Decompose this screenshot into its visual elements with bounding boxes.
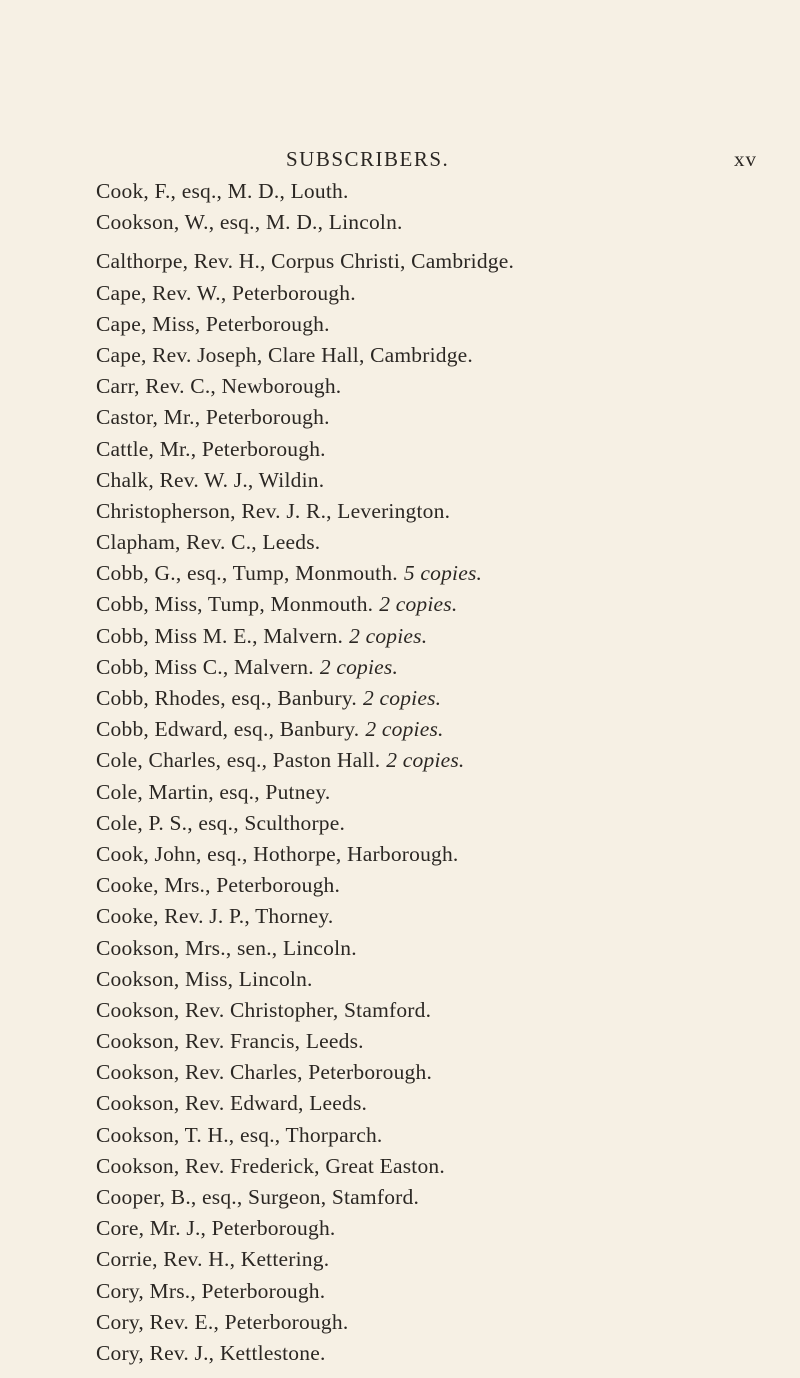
subscriber-entry <box>96 589 776 620</box>
subscriber-text: Cooper, B., esq., Surgeon, Stamford. <box>96 1185 420 1209</box>
subscriber-entry <box>96 901 776 932</box>
subscriber-entry <box>96 558 776 589</box>
subscriber-entry <box>96 309 776 340</box>
subscriber-text: Cobb, G., esq., Tump, Monmouth. <box>96 561 398 586</box>
subscriber-text: Cattle, Mr., Peterborough. <box>96 436 326 461</box>
subscriber-list <box>96 176 776 1369</box>
subscriber-entry <box>96 652 776 683</box>
subscriber-entry <box>96 1151 776 1182</box>
subscriber-entry <box>96 371 776 402</box>
subscriber-entry <box>96 870 776 901</box>
subscriber-entry <box>96 964 776 995</box>
subscriber-text: Chalk, Rev. W. J., Wildin. <box>96 467 325 492</box>
subscriber-text: Christopherson, Rev. J. R., Leverington. <box>96 498 451 523</box>
subscriber-entry <box>96 777 776 808</box>
subscriber-text: Cookson, Rev. Christopher, Stamford. <box>96 997 432 1022</box>
subscriber-entry <box>96 1057 776 1088</box>
running-head <box>0 147 800 177</box>
subscriber-text: Cook, John, esq., Hothorpe, Harborough. <box>96 841 459 866</box>
subscriber-entry <box>96 808 776 839</box>
subscriber-entry <box>96 1276 776 1307</box>
subscriber-entry <box>96 995 776 1026</box>
subscriber-entry <box>96 714 776 745</box>
subscriber-entry <box>96 207 776 238</box>
subscriber-entry <box>96 933 776 964</box>
page-number: xv <box>734 147 757 171</box>
subscriber-text: Cape, Rev. Joseph, Clare Hall, Cambridge. <box>96 342 473 367</box>
subscriber-text: Cookson, Rev. Francis, Leeds. <box>96 1029 364 1054</box>
subscriber-text: Cook, F., esq., M. D., Louth. <box>96 179 349 203</box>
subscriber-text: Cobb, Miss, Tump, Monmouth. <box>96 592 374 617</box>
subscriber-text: Cory, Mrs., Peterborough. <box>96 1278 326 1303</box>
subscriber-text: Cole, P. S., esq., Sculthorpe. <box>96 810 346 835</box>
subscriber-text: Cory, Rev. E., Peterborough. <box>96 1309 349 1334</box>
subscriber-text: Cookson, T. H., esq., Thorparch. <box>96 1122 383 1147</box>
subscriber-text: Core, Mr. J., Peterborough. <box>96 1216 336 1241</box>
subscriber-text: Cobb, Rhodes, esq., Banbury. <box>96 686 357 710</box>
subscriber-entry <box>96 1026 776 1057</box>
subscriber-entry <box>96 839 776 870</box>
subscriber-entry <box>96 621 776 652</box>
subscriber-text: Cape, Miss, Peterborough. <box>96 311 330 336</box>
subscriber-text: Cookson, Rev. Frederick, Great Easton. <box>96 1153 445 1178</box>
copies-note: 2 copies. <box>319 654 399 679</box>
subscriber-text: Cookson, Rev. Edward, Leeds. <box>96 1091 368 1116</box>
subscriber-text: Corrie, Rev. H., Kettering. <box>96 1247 330 1272</box>
subscriber-entry <box>96 434 776 465</box>
copies-note: 2 copies. <box>363 686 442 710</box>
subscriber-text: Cookson, Miss, Lincoln. <box>96 966 313 991</box>
subscriber-text: Cole, Charles, esq., Paston Hall. <box>96 748 381 773</box>
subscriber-entry <box>96 1120 776 1151</box>
copies-note: 2 copies. <box>379 592 458 617</box>
copies-note: 2 copies. <box>386 748 465 773</box>
subscriber-entry <box>96 1244 776 1275</box>
subscriber-entry <box>96 1182 776 1213</box>
subscriber-text: Cole, Martin, esq., Putney. <box>96 779 331 804</box>
subscriber-text: Cookson, Mrs., sen., Lincoln. <box>96 935 357 960</box>
copies-note: 2 copies. <box>365 717 444 742</box>
subscriber-entry <box>96 1338 776 1369</box>
subscriber-text: Cape, Rev. W., Peterborough. <box>96 280 356 305</box>
subscriber-entry <box>96 465 776 496</box>
subscriber-text: Cobb, Miss M. E., Malvern. <box>96 623 344 648</box>
subscriber-entry <box>96 527 776 558</box>
subscriber-text: Calthorpe, Rev. H., Corpus Christi, Cambridge. <box>96 249 515 274</box>
subscriber-text: Cooke, Rev. J. P., Thorney. <box>96 904 334 929</box>
subscriber-text: Castor, Mr., Peterborough. <box>96 405 330 430</box>
page-title: SUBSCRIBERS. <box>286 147 450 171</box>
subscriber-text: Carr, Rev. C., Newborough. <box>96 374 342 399</box>
copies-note: 2 copies. <box>349 623 428 648</box>
subscriber-text: Cookson, W., esq., M. D., Lincoln. <box>96 210 403 235</box>
subscriber-entry <box>96 1088 776 1119</box>
copies-note: 5 copies. <box>403 561 483 586</box>
subscriber-text: Cory, Rev. J., Kettlestone. <box>96 1340 326 1365</box>
subscriber-text: Cookson, Rev. Charles, Peterborough. <box>96 1060 433 1085</box>
subscriber-text: Cobb, Edward, esq., Banbury. <box>96 717 360 742</box>
subscriber-entry <box>96 683 776 714</box>
subscriber-entry <box>96 496 776 527</box>
subscriber-entry <box>96 246 776 277</box>
subscriber-entry <box>96 1307 776 1338</box>
subscriber-text: Cooke, Mrs., Peterborough. <box>96 873 341 898</box>
subscriber-entry <box>96 340 776 371</box>
subscriber-text: Cobb, Miss C., Malvern. <box>96 654 314 679</box>
subscriber-entry <box>96 745 776 776</box>
subscriber-entry <box>96 176 776 207</box>
subscriber-entry <box>96 278 776 309</box>
subscriber-text: Clapham, Rev. C., Leeds. <box>96 530 321 555</box>
subscriber-entry <box>96 1213 776 1244</box>
subscriber-entry <box>96 402 776 433</box>
